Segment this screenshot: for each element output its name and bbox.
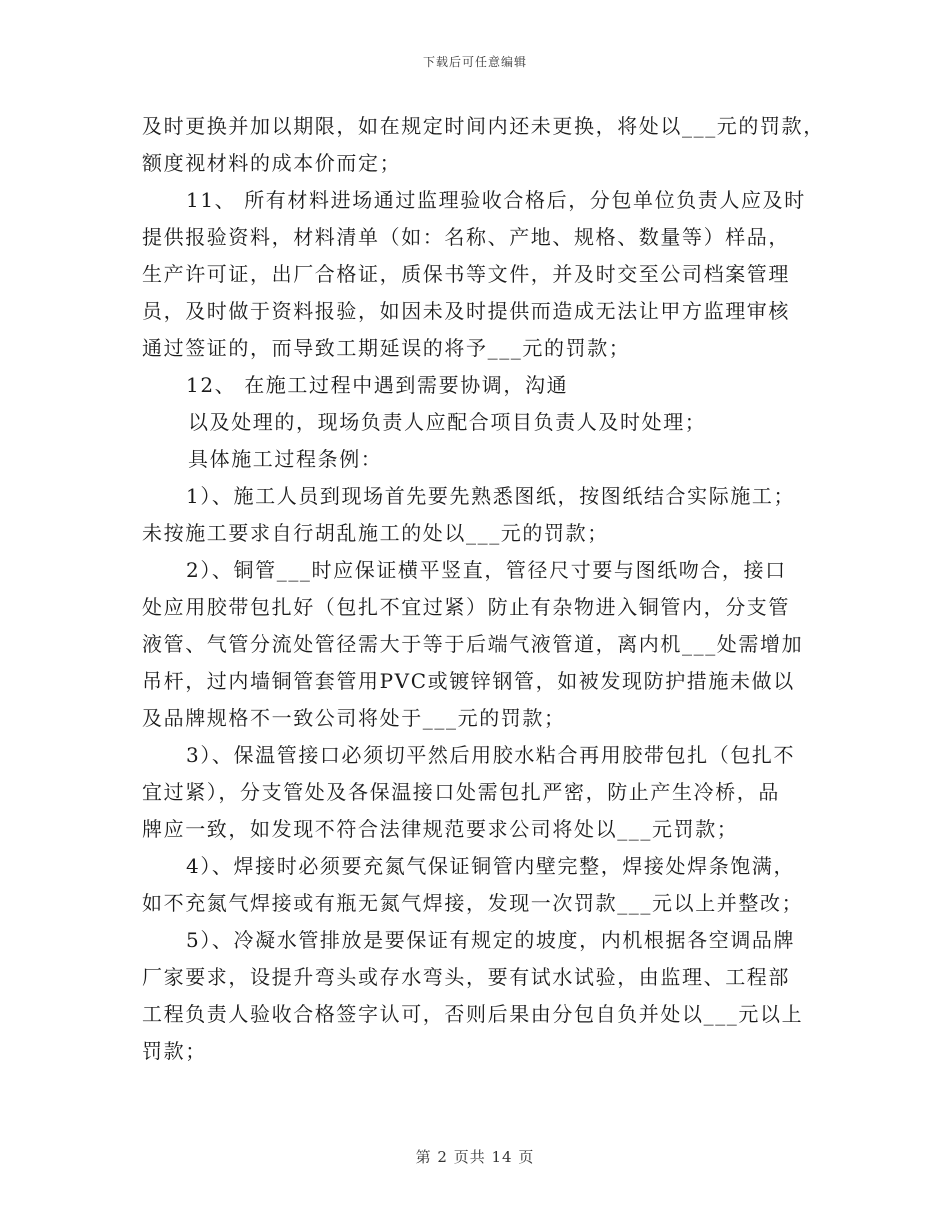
text-line: 2）、铜管___时应保证横平竖直，管径尺寸要与图纸吻合，接口 xyxy=(186,558,787,582)
text-line: 未按施工要求自行胡乱施工的处以___元的罚款； xyxy=(142,521,609,545)
text-line: 罚款； xyxy=(142,1039,207,1063)
text-line: 厂家要求，设提升弯头或存水弯头，要有试水试验，由监理、工程部 xyxy=(142,965,790,989)
text-line: 通过签证的，而导致工期延误的将予___元的罚款； xyxy=(142,336,631,360)
text-line: 吊杆，过内墙铜管套管用PVC或镀锌钢管，如被发现防护措施未做以 xyxy=(142,669,795,693)
text-line: 提供报验资料，材料清单（如：名称、产地、规格、数量等）样品， xyxy=(142,225,790,249)
text-line: 额度视材料的成本价而定； xyxy=(142,151,402,175)
text-line: 11、 所有材料进场通过监理验收合格后，分包单位负责人应及时 xyxy=(186,188,806,212)
text-line: 及品牌规格不一致公司将处于___元的罚款； xyxy=(142,706,566,730)
text-line: 具体施工过程条例： xyxy=(188,447,383,471)
text-line: 处应用胶带包扎好（包扎不宜过紧）防止有杂物进入铜管内，分支管 xyxy=(142,595,790,619)
text-line: 生产许可证，出厂合格证，质保书等文件，并及时交至公司档案管理 xyxy=(142,262,790,286)
document-body xyxy=(142,108,825,1070)
text-line: 如不充氮气焊接或有瓶无氮气焊接，发现一次罚款___元以上并整改； xyxy=(142,891,804,915)
text-line: 宜过紧），分支管处及各保温接口处需包扎严密，防止产生冷桥，品 xyxy=(142,780,780,804)
text-line: 及时更换并加以期限，如在规定时间内还未更换，将处以___元的罚款， xyxy=(142,114,825,138)
page-header: 下载后可任意编辑 xyxy=(422,55,527,69)
text-line: 牌应一致，如发现不符合法律规范要求公司将处以___元罚款； xyxy=(142,817,739,841)
text-line: 员，及时做于资料报验，如因未及时提供而造成无法让甲方监理审核 xyxy=(142,299,790,323)
text-line: 12、 在施工过程中遇到需要协调，沟通 xyxy=(186,373,569,397)
text-line: 5）、冷凝水管排放是要保证有规定的坡度，内机根据各空调品牌 xyxy=(186,928,796,952)
text-line: 3）、保温管接口必须切平然后用胶水粘合再用胶带包扎（包扎不 xyxy=(186,743,796,767)
text-line: 液管、气管分流处管径需大于等于后端气液管道，离内机___处需增加 xyxy=(142,632,804,656)
text-line: 4）、焊接时必须要充氮气保证铜管内壁完整，焊接处焊条饱满， xyxy=(186,854,796,878)
text-line: 以及处理的，现场负责人应配合项目负责人及时处理； xyxy=(188,410,707,434)
text-line: 工程负责人验收合格签字认可，否则后果由分包自负并处以___元以上 xyxy=(142,1002,804,1026)
page-number: 第 2 页共 14 页 xyxy=(415,1148,535,1166)
text-line: 1）、施工人员到现场首先要先熟悉图纸，按图纸结合实际施工； xyxy=(186,484,796,508)
